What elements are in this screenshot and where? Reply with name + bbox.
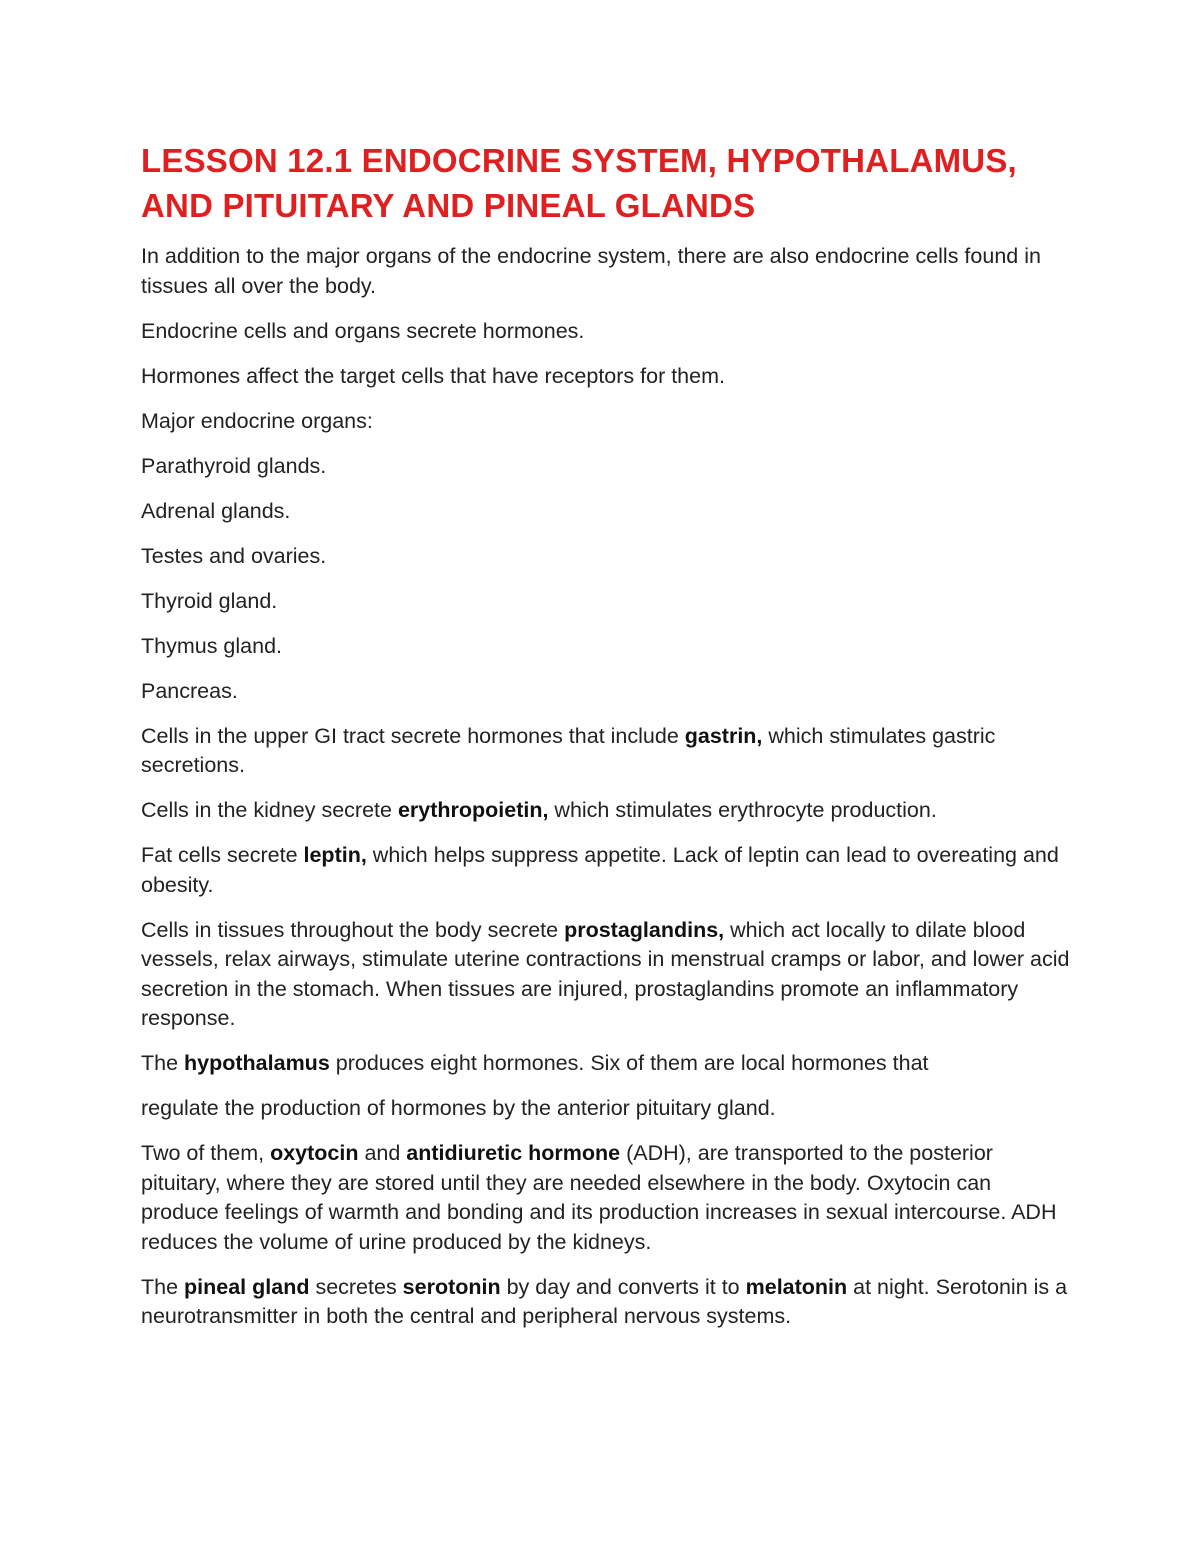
paragraph — [141, 317, 1071, 347]
bold-term: leptin, — [303, 843, 367, 867]
bold-term: hypothalamus — [184, 1051, 330, 1075]
paragraph — [141, 841, 1071, 900]
paragraph — [141, 796, 1071, 826]
paragraph — [141, 242, 1071, 301]
paragraph — [141, 407, 1071, 437]
text-run: Major endocrine organs: — [141, 408, 373, 433]
text-run: Thymus gland. — [141, 633, 283, 658]
paragraph — [141, 1139, 1071, 1257]
paragraph — [141, 722, 1071, 781]
text-run: which act locally to dilate blood vessels, relax airways, stimulate uterine contractions in menstrual cramps or labor, and lower acid secretion in the stomach. When tissues are injured, prostaglandins promote an inflammatory response. — [141, 917, 1076, 1030]
paragraph — [141, 1094, 1071, 1124]
text-run: by day and converts it to — [500, 1274, 746, 1299]
bold-term: antidiuretic hormone — [406, 1141, 621, 1165]
paragraph — [141, 452, 1071, 482]
document-page — [141, 138, 1076, 1347]
bold-term: pineal gland — [184, 1274, 310, 1299]
paragraph — [141, 1273, 1074, 1332]
paragraph — [141, 587, 1071, 617]
text-run: The — [141, 1274, 185, 1299]
paragraph — [141, 916, 1076, 1034]
text-run: In addition to the major organs of the endocrine system, there are also endocrine cells found in tissues all over the body. — [141, 244, 1047, 298]
bold-term: serotonin — [402, 1274, 501, 1299]
bold-term: oxytocin — [270, 1141, 359, 1165]
text-run: Pancreas. — [141, 678, 238, 703]
text-run: which stimulates gastric secretions. — [141, 723, 1002, 777]
text-run: produces eight hormones. Six of them are local hormones that — [329, 1051, 929, 1075]
paragraph — [141, 362, 1071, 392]
text-run: Parathyroid glands. — [141, 453, 327, 478]
text-run: Hormones affect the target cells that have receptors for them. — [141, 363, 725, 388]
paragraph — [141, 497, 1071, 527]
paragraph — [141, 1049, 1071, 1079]
text-run: which helps suppress appetite. Lack of leptin can lead to overeating and obesity. — [141, 843, 1065, 897]
text-run: which stimulates erythrocyte production. — [548, 798, 937, 822]
text-run: regulate the production of hormones by the anterior pituitary gland. — [141, 1096, 776, 1120]
text-run: Endocrine cells and organs secrete hormones. — [141, 318, 585, 343]
document-body — [141, 242, 1076, 1332]
bold-term: prostaglandins, — [564, 917, 725, 942]
text-run: Cells in tissues throughout the body secrete — [141, 917, 565, 942]
lesson-title: LESSON 12.1 ENDOCRINE SYSTEM, HYPOTHALAMUS, AND PITUITARY AND PINEAL GLANDS — [141, 142, 1017, 224]
text-run: Fat cells secrete — [141, 843, 304, 867]
text-run: Testes and ovaries. — [141, 543, 327, 568]
paragraph — [141, 542, 1071, 572]
bold-term: gastrin, — [684, 723, 763, 748]
text-run: (ADH), are transported to the posterior pituitary, where they are stored until they are needed elsewhere in the body. Oxytocin can produce feelings of warmth and bonding and its production increases in sexual intercourse. ADH reduces the volume of urine produced by the kidneys. — [141, 1141, 1063, 1254]
text-run: and — [358, 1141, 407, 1165]
text-run: Adrenal glands. — [141, 498, 291, 523]
text-run: Two of them, — [141, 1141, 271, 1165]
text-run: secretes — [309, 1274, 403, 1299]
text-run: Cells in the upper GI tract secrete hormones that include — [141, 723, 685, 748]
bold-term: erythropoietin, — [397, 798, 549, 822]
text-run: Cells in the kidney secrete — [141, 798, 398, 822]
paragraph — [141, 632, 1071, 662]
bold-term: melatonin — [745, 1274, 848, 1299]
paragraph — [141, 677, 1071, 707]
text-run: at night. Serotonin is a neurotransmitter in both the central and peripheral nervous systems. — [141, 1274, 1074, 1328]
text-run: Thyroid gland. — [141, 588, 278, 613]
text-run: The — [141, 1051, 185, 1075]
